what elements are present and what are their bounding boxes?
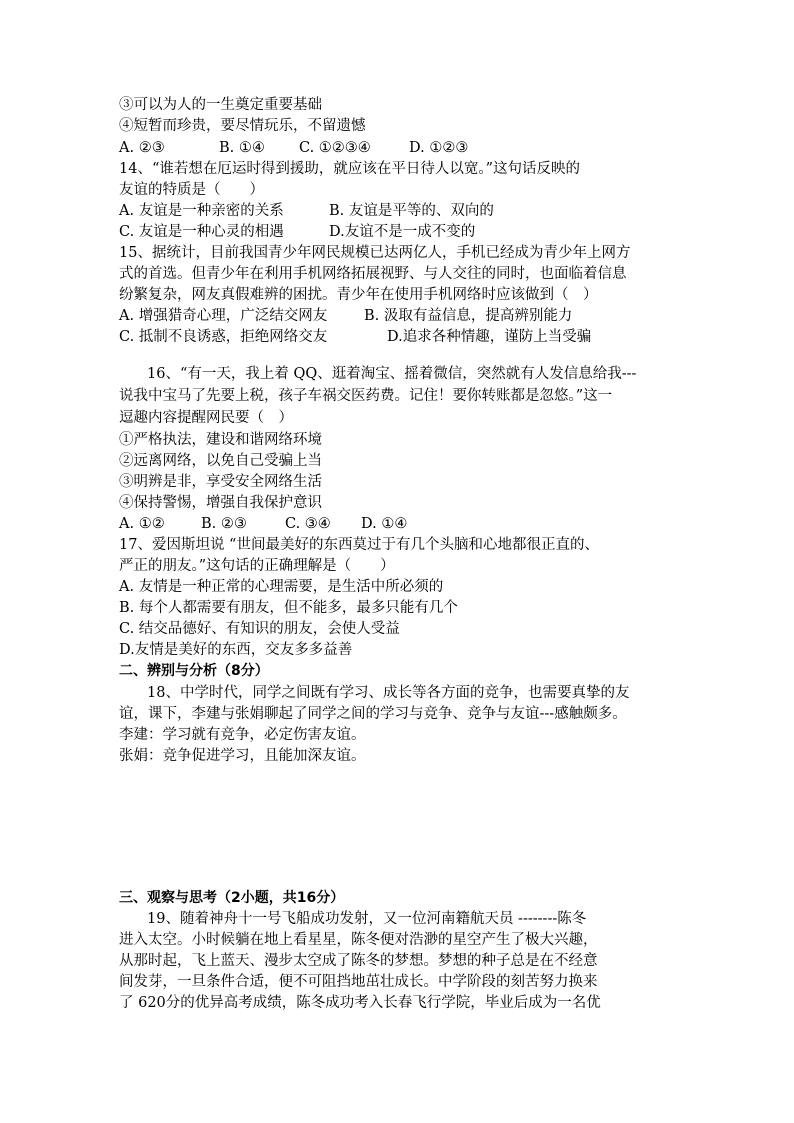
q15-stem-line-1: 15、据统计，目前我国青少年网民规模已达两亿人，手机已经成为青少年上网方 xyxy=(119,245,631,261)
q16-item-3: ③明辨是非，享受安全网络生活 xyxy=(119,474,322,490)
q19-line-1: 19、随着神舟十一号飞船成功发射，又一位河南籍航天员 --------陈冬 xyxy=(147,911,587,927)
q15-option-d: D.追求各种情趣，谨防上当受骗 xyxy=(387,329,592,345)
q15-option-a: A. 增强猎奇心理，广泛结交网友 xyxy=(119,308,328,324)
q19-line-4: 间发芽，一旦条件合适，便不可阻挡地茁壮成长。中学阶段的刻苦努力换来 xyxy=(119,974,598,990)
q17-option-c: C. 结交品德好、有知识的朋友，会使人受益 xyxy=(119,621,400,637)
q14-option-a: A. 友谊是一种亲密的关系 xyxy=(119,203,284,219)
section-3-heading: 三、观察与思考（2小题，共16分） xyxy=(119,890,345,906)
q14-stem-line-2: 友谊的特质是（ ） xyxy=(119,182,264,198)
q15-option-b: B. 汲取有益信息，提高辨别能力 xyxy=(364,308,573,324)
q16-option-b: B. ②③ xyxy=(201,516,247,532)
q14-stem-line-1: 14、“谁若想在厄运时得到援助，就应该在平日待人以宽。”这句话反映的 xyxy=(119,161,581,177)
q16-stem-line-1: 16、“有一天，我上着 QQ、逛着淘宝、摇着微信，突然就有人发信息给我--- xyxy=(147,366,637,382)
q15-option-c: C. 抵制不良诱惑，拒绝网络交友 xyxy=(119,329,328,345)
q13-option-d: D. ①②③ xyxy=(409,140,469,156)
q17-option-a: A. 友情是一种正常的心理需要，是生活中所必须的 xyxy=(119,579,444,595)
q18-stem-line-1: 18、中学时代，同学之间既有学习、成长等各方面的竞争，也需要真挚的友 xyxy=(147,685,630,701)
q17-stem-line-1: 17、爱因斯坦说 “世间最美好的东西莫过于有几个头脑和心地都很正直的、 xyxy=(119,537,599,553)
q16-option-a: A. ①② xyxy=(119,516,165,532)
q15-options-row-1 xyxy=(119,306,572,326)
q15-stem-line-2: 式的首选。但青少年在利用手机网络拓展视野、与人交往的同时，也面临着信息 xyxy=(119,266,627,282)
q18-li-jian-view: 李建：学习就有竞争，必定伤害友谊。 xyxy=(119,727,366,743)
q17-option-d: D.友情是美好的东西，交友多多益善 xyxy=(119,642,353,658)
q14-options-row-2 xyxy=(119,222,475,242)
q16-stem-line-3: 逗趣内容提醒网民要（ ） xyxy=(119,410,293,426)
q18-zhang-juan-view: 张娟：竞争促进学习，且能加深友谊。 xyxy=(119,748,366,764)
q16-option-c: C. ③④ xyxy=(285,516,331,532)
q16-option-d: D. ①④ xyxy=(361,516,408,532)
q15-stem-line-3: 纷繁复杂，网友真假难辨的困扰。青少年在使用手机网络时应该做到（ ） xyxy=(119,287,598,303)
q13-option-b: B. ①④ xyxy=(219,140,265,156)
q17-option-b: B. 每个人都需要有朋友，但不能多，最多只能有几个 xyxy=(119,600,458,616)
q16-item-4: ④保持警惕，增强自我保护意识 xyxy=(119,495,322,511)
q13-item-3: ③可以为人的一生奠定重要基础 xyxy=(119,97,322,113)
q13-item-4: ④短暂而珍贵，要尽情玩乐，不留遗憾 xyxy=(119,118,366,134)
q16-item-2: ②远离网络，以免自己受骗上当 xyxy=(119,453,322,469)
q18-stem-line-2: 谊，课下，李建与张娟聊起了同学之间的学习与竞争、竞争与友谊---感触颇多。 xyxy=(119,706,627,722)
q19-line-5: 了 620分的优异高考成绩，陈冬成功考入长春飞行学院，毕业后成为一名优 xyxy=(119,995,601,1011)
q19-line-2: 进入太空。小时候躺在地上看星星，陈冬便对浩渺的星空产生了极大兴趣， xyxy=(119,932,598,948)
q14-option-d: D.友谊不是一成不变的 xyxy=(329,224,476,240)
q13-option-c: C. ①②③④ xyxy=(299,140,371,156)
q13-options xyxy=(119,138,468,158)
q14-option-b: B. 友谊是平等的、双向的 xyxy=(329,203,494,219)
q13-option-a: A. ②③ xyxy=(119,140,165,156)
q15-options-row-2 xyxy=(119,327,591,347)
q16-item-1: ①严格执法，建设和谐网络环境 xyxy=(119,432,322,448)
q16-options xyxy=(119,514,407,534)
section-2-heading: 二、辨别与分析（8分） xyxy=(119,663,269,679)
q17-stem-line-2: 严正的朋友。”这句话的正确理解是（ ） xyxy=(119,558,395,574)
q19-line-3: 从那时起，飞上蓝天、漫步太空成了陈冬的梦想。梦想的种子总是在不经意 xyxy=(119,953,598,969)
q16-stem-line-2: 说我中宝马了先要上税，孩子车祸交医药费。记住！要你转账都是忽悠。”这一 xyxy=(119,388,613,404)
q14-option-c: C. 友谊是一种心灵的相遇 xyxy=(119,224,284,240)
q14-options-row-1 xyxy=(119,201,494,221)
